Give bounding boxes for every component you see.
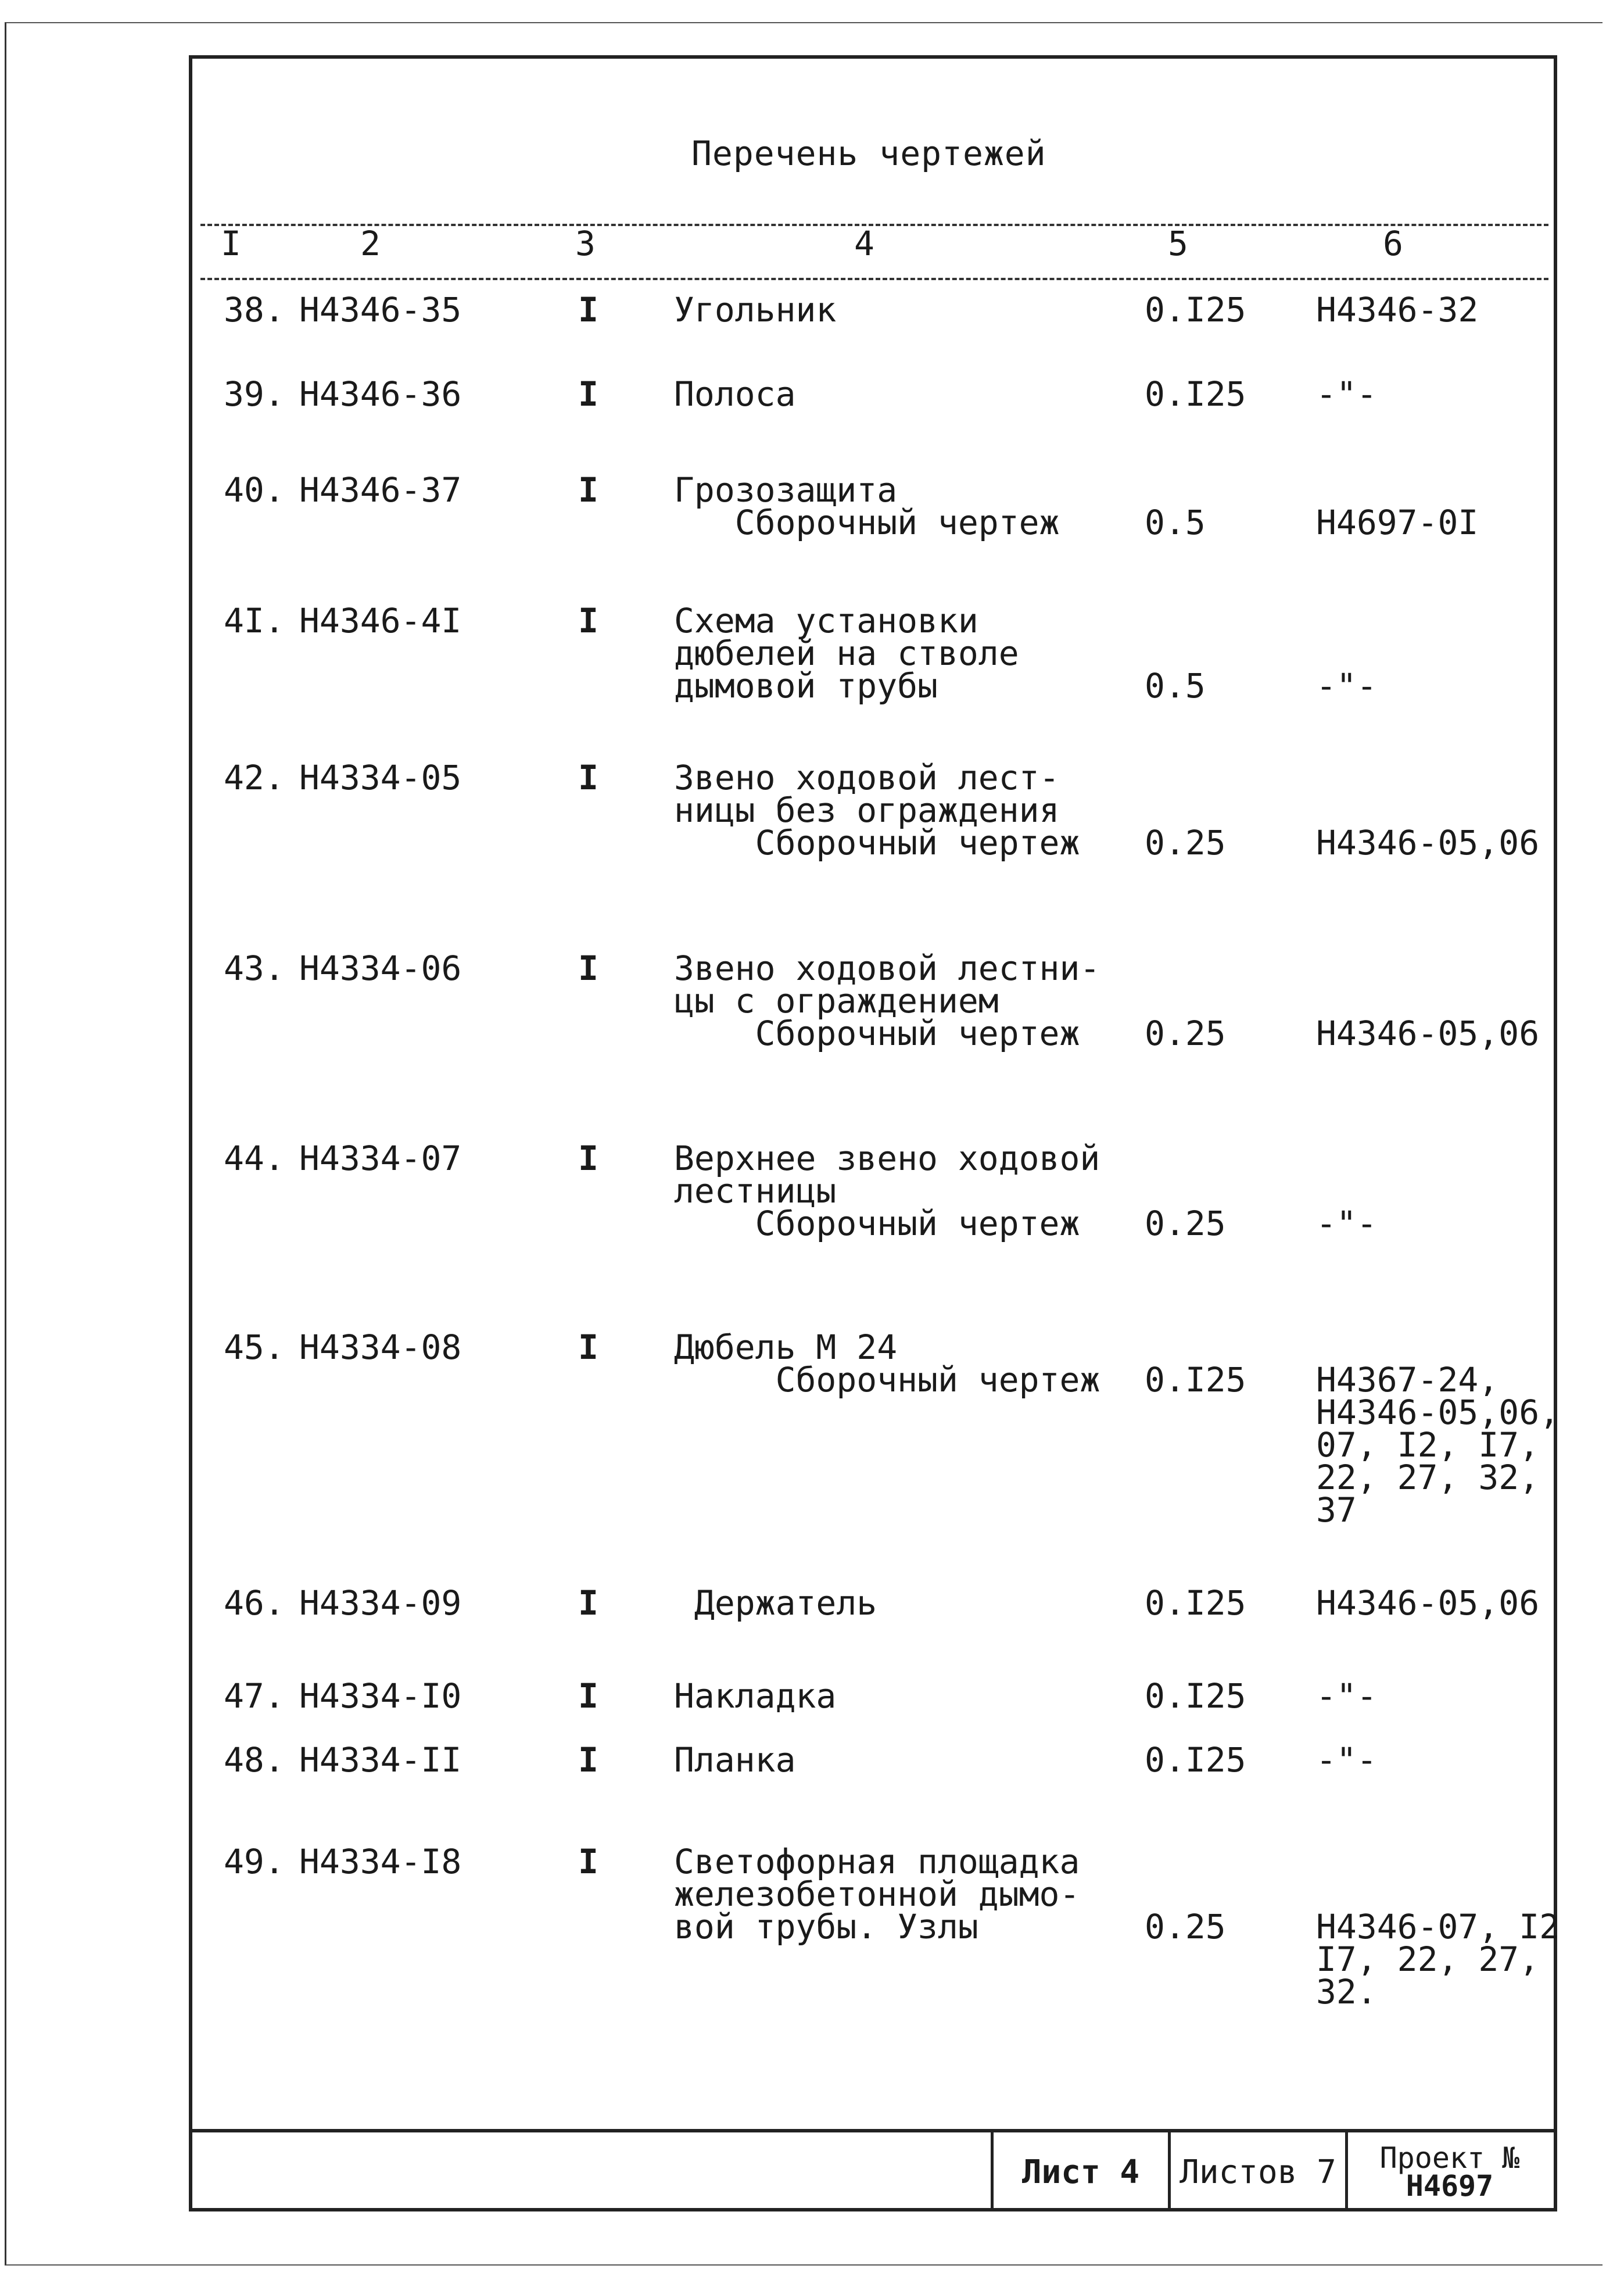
drawing-scale: 0.I25 xyxy=(1145,1676,1246,1716)
reference-drawing: Н4346-05,06 xyxy=(1316,823,1540,863)
drawing-name: Светофорная площадка xyxy=(674,1842,1080,1881)
sheet-count: I xyxy=(578,374,598,414)
sheet-count: I xyxy=(578,1842,598,1881)
drawing-name: Угольник xyxy=(674,290,837,330)
drawing-code: Н4346-35 xyxy=(299,290,462,330)
drawing-scale: 0.I25 xyxy=(1145,1740,1246,1780)
project-box xyxy=(1345,2132,1551,2211)
drawing-name: Держатель xyxy=(674,1583,877,1623)
reference-drawing: 32. xyxy=(1316,1972,1377,2012)
reference-drawing: 22, 27, 32, xyxy=(1316,1458,1540,1497)
drawing-name: Накладка xyxy=(674,1676,837,1716)
row-number: 46. xyxy=(224,1583,285,1623)
sheet-count: I xyxy=(578,290,598,330)
sheet-count: I xyxy=(578,1676,598,1716)
drawing-name: дымовой трубы xyxy=(674,666,938,706)
drawing-code: Н4346-36 xyxy=(299,374,462,414)
drawing-name: Сборочный чертеж xyxy=(674,1204,1080,1243)
title-block xyxy=(189,2129,1557,2211)
drawing-name: Звено ходовой лест- xyxy=(674,758,1060,797)
drawing-scale: 0.I25 xyxy=(1145,290,1246,330)
drawing-scale: 0.I25 xyxy=(1145,374,1246,414)
drawing-scale: 0.I25 xyxy=(1145,1583,1246,1623)
drawing-name: вой трубы. Узлы xyxy=(674,1907,978,1946)
drawing-name: Сборочный чертеж xyxy=(674,503,1060,542)
reference-drawing: I7, 22, 27, xyxy=(1316,1939,1540,1979)
column-header-5: 5 xyxy=(1168,224,1188,263)
row-number: 43. xyxy=(224,949,285,988)
drawing-name: Сборочный чертеж xyxy=(674,823,1080,863)
row-number: 39. xyxy=(224,374,285,414)
drawing-name: Сборочный чертеж xyxy=(674,1360,1100,1400)
row-number: 48. xyxy=(224,1740,285,1780)
drawing-code: Н4334-06 xyxy=(299,949,462,988)
sheet-count: I xyxy=(578,470,598,510)
drawing-name: Верхнее звено ходовой xyxy=(674,1139,1100,1178)
drawing-scale: 0.5 xyxy=(1145,503,1206,542)
reference-drawing: -"- xyxy=(1316,1740,1377,1780)
project-code: Н4697 xyxy=(1406,2169,1494,2203)
row-number: 45. xyxy=(224,1327,285,1367)
drawing-name: ницы без ограждения xyxy=(674,790,1060,830)
drawing-scale: 0.5 xyxy=(1145,666,1206,706)
drawing-name: Полоса xyxy=(674,374,796,414)
drawing-scale: 0.I25 xyxy=(1145,1360,1246,1400)
drawing-name: Планка xyxy=(674,1740,796,1780)
reference-drawing: Н4346-05,06 xyxy=(1316,1583,1540,1623)
reference-drawing: Н4346-32 xyxy=(1316,290,1479,330)
row-number: 40. xyxy=(224,470,285,510)
reference-drawing: Н4367-24, xyxy=(1316,1360,1499,1400)
drawing-code: Н4334-I0 xyxy=(299,1676,462,1716)
project-label: Проект № xyxy=(1379,2141,1520,2175)
row-number: 4I. xyxy=(224,601,285,640)
sheet-count: I xyxy=(578,1740,598,1780)
reference-drawing: -"- xyxy=(1316,1204,1377,1243)
drawing-name: Сборочный чертеж xyxy=(674,1014,1080,1053)
drawing-code: Н4334-I8 xyxy=(299,1842,462,1881)
drawing-name: лестницы xyxy=(674,1171,837,1211)
drawing-code: Н4346-4I xyxy=(299,601,462,640)
reference-drawing: -"- xyxy=(1316,666,1377,706)
reference-drawing: Н4346-07, I2 xyxy=(1316,1907,1560,1946)
header-rule-top xyxy=(200,224,1548,226)
row-number: 44. xyxy=(224,1139,285,1178)
reference-drawing: Н4697-0I xyxy=(1316,503,1479,542)
column-header-6: 6 xyxy=(1383,224,1403,263)
sheet-count: I xyxy=(578,1327,598,1367)
sheet-count: I xyxy=(578,758,598,797)
reference-drawing: 37 xyxy=(1316,1490,1357,1530)
reference-drawing: Н4346-05,06 xyxy=(1316,1014,1540,1053)
row-number: 42. xyxy=(224,758,285,797)
column-header-3: 3 xyxy=(575,224,596,263)
drawing-scale: 0.25 xyxy=(1145,1204,1226,1243)
row-number: 38. xyxy=(224,290,285,330)
drawing-name: Грозозащита xyxy=(674,470,898,510)
drawing-code: Н4334-07 xyxy=(299,1139,462,1178)
reference-drawing: Н4346-05,06, xyxy=(1316,1393,1560,1432)
sheet-count: I xyxy=(578,949,598,988)
drawing-name: Схема установки xyxy=(674,601,978,640)
sheet-count: I xyxy=(578,1139,598,1178)
drawing-name: цы с ограждением xyxy=(674,981,999,1021)
reference-drawing: -"- xyxy=(1316,374,1377,414)
drawing-code: Н4334-09 xyxy=(299,1583,462,1623)
sheet-count: I xyxy=(578,601,598,640)
column-header-1: I xyxy=(221,224,241,263)
row-number: 49. xyxy=(224,1842,285,1881)
drawing-scale: 0.25 xyxy=(1145,1907,1226,1946)
drawing-name: Дюбель М 24 xyxy=(674,1327,898,1367)
column-header-4: 4 xyxy=(854,224,874,263)
drawing-name: Звено ходовой лестни- xyxy=(674,949,1100,988)
row-number: 47. xyxy=(224,1676,285,1716)
sheet-count: I xyxy=(578,1583,598,1623)
drawing-code: Н4334-05 xyxy=(299,758,462,797)
drawing-name: железобетонной дымо- xyxy=(674,1874,1080,1914)
drawing-name: дюбелей на стволе xyxy=(674,634,1019,673)
drawing-code: Н4334-II xyxy=(299,1740,462,1780)
page-title: Перечень чертежей xyxy=(691,134,1046,173)
drawing-scale: 0.25 xyxy=(1145,1014,1226,1053)
column-header-2: 2 xyxy=(360,224,381,263)
drawing-code: Н4334-08 xyxy=(299,1327,462,1367)
header-rule-bottom xyxy=(200,278,1548,280)
sheet-number: Лист 4 xyxy=(991,2132,1168,2211)
drawing-code: Н4346-37 xyxy=(299,470,462,510)
drawing-scale: 0.25 xyxy=(1145,823,1226,863)
reference-drawing: -"- xyxy=(1316,1676,1377,1716)
sheets-total: Листов 7 xyxy=(1168,2132,1345,2211)
reference-drawing: 07, I2, I7, xyxy=(1316,1425,1540,1465)
